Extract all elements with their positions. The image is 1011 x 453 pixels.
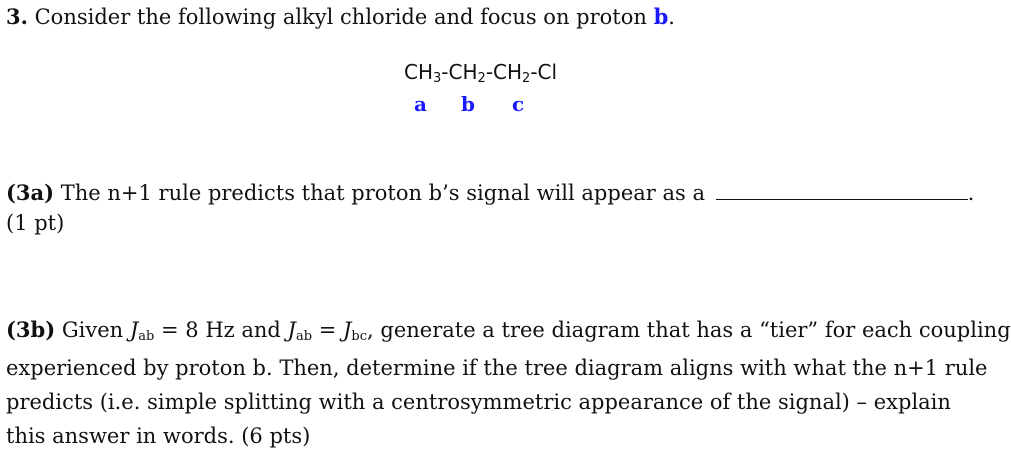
question-3a-tag: (3a) — [6, 180, 55, 205]
question-3a-text: The n+1 rule predicts that proton b’s signal will appear as a — [54, 181, 712, 205]
question-3a-end: . — [967, 181, 975, 205]
question-3b — [6, 313, 1011, 453]
proton-label: b — [653, 4, 669, 29]
j-symbol-1: J — [129, 318, 139, 342]
question-3b-line-4: this answer in words. (6 pts) — [6, 424, 311, 448]
formula-cl: -Cl — [530, 60, 558, 84]
formula-ch3: CH — [404, 60, 434, 84]
answer-blank[interactable] — [716, 180, 968, 200]
formula-ch2-b: -CH — [485, 60, 523, 84]
question-3-heading — [6, 6, 675, 28]
j-symbol-2: J — [287, 318, 296, 342]
eq-text-1: = 8 Hz and — [154, 318, 288, 342]
question-3b-tag: (3b) — [6, 317, 56, 342]
question-number: 3. — [6, 4, 28, 29]
formula-ch2-a: -CH — [441, 60, 478, 84]
given-text: Given — [55, 318, 130, 342]
question-3a-points: (1 pt) — [6, 211, 65, 235]
question-intro: Consider the following alkyl chloride and focus on proton — [27, 5, 654, 29]
j-symbol-3: J — [343, 318, 352, 342]
question-3b-rest-1: , generate a tree diagram that has a “tier” for each coupling — [367, 318, 1011, 342]
label-b: b — [461, 92, 475, 116]
eq-text-2: = — [312, 318, 343, 342]
label-c: c — [512, 92, 525, 116]
question-3b-line-1 — [6, 313, 1011, 351]
question-3a — [6, 180, 974, 204]
formula-sub-2b: 2 — [522, 71, 531, 86]
j-sub-bc: bc — [351, 329, 368, 344]
question-3b-line-2: experienced by proton b. Then, determine if the tree diagram aligns with what the n+1 rule — [6, 356, 988, 380]
question-3b-line-3: predicts (i.e. simple splitting with a centrosymmetric appearance of the signal) – explain — [6, 390, 951, 414]
formula-sub-2a: 2 — [477, 71, 486, 86]
j-sub-ab-2: ab — [295, 329, 313, 344]
question-period: . — [668, 5, 675, 29]
j-sub-ab-1: ab — [138, 329, 155, 344]
molecule-formula — [404, 60, 557, 84]
label-a: a — [414, 92, 427, 116]
formula-sub-3: 3 — [433, 71, 442, 86]
